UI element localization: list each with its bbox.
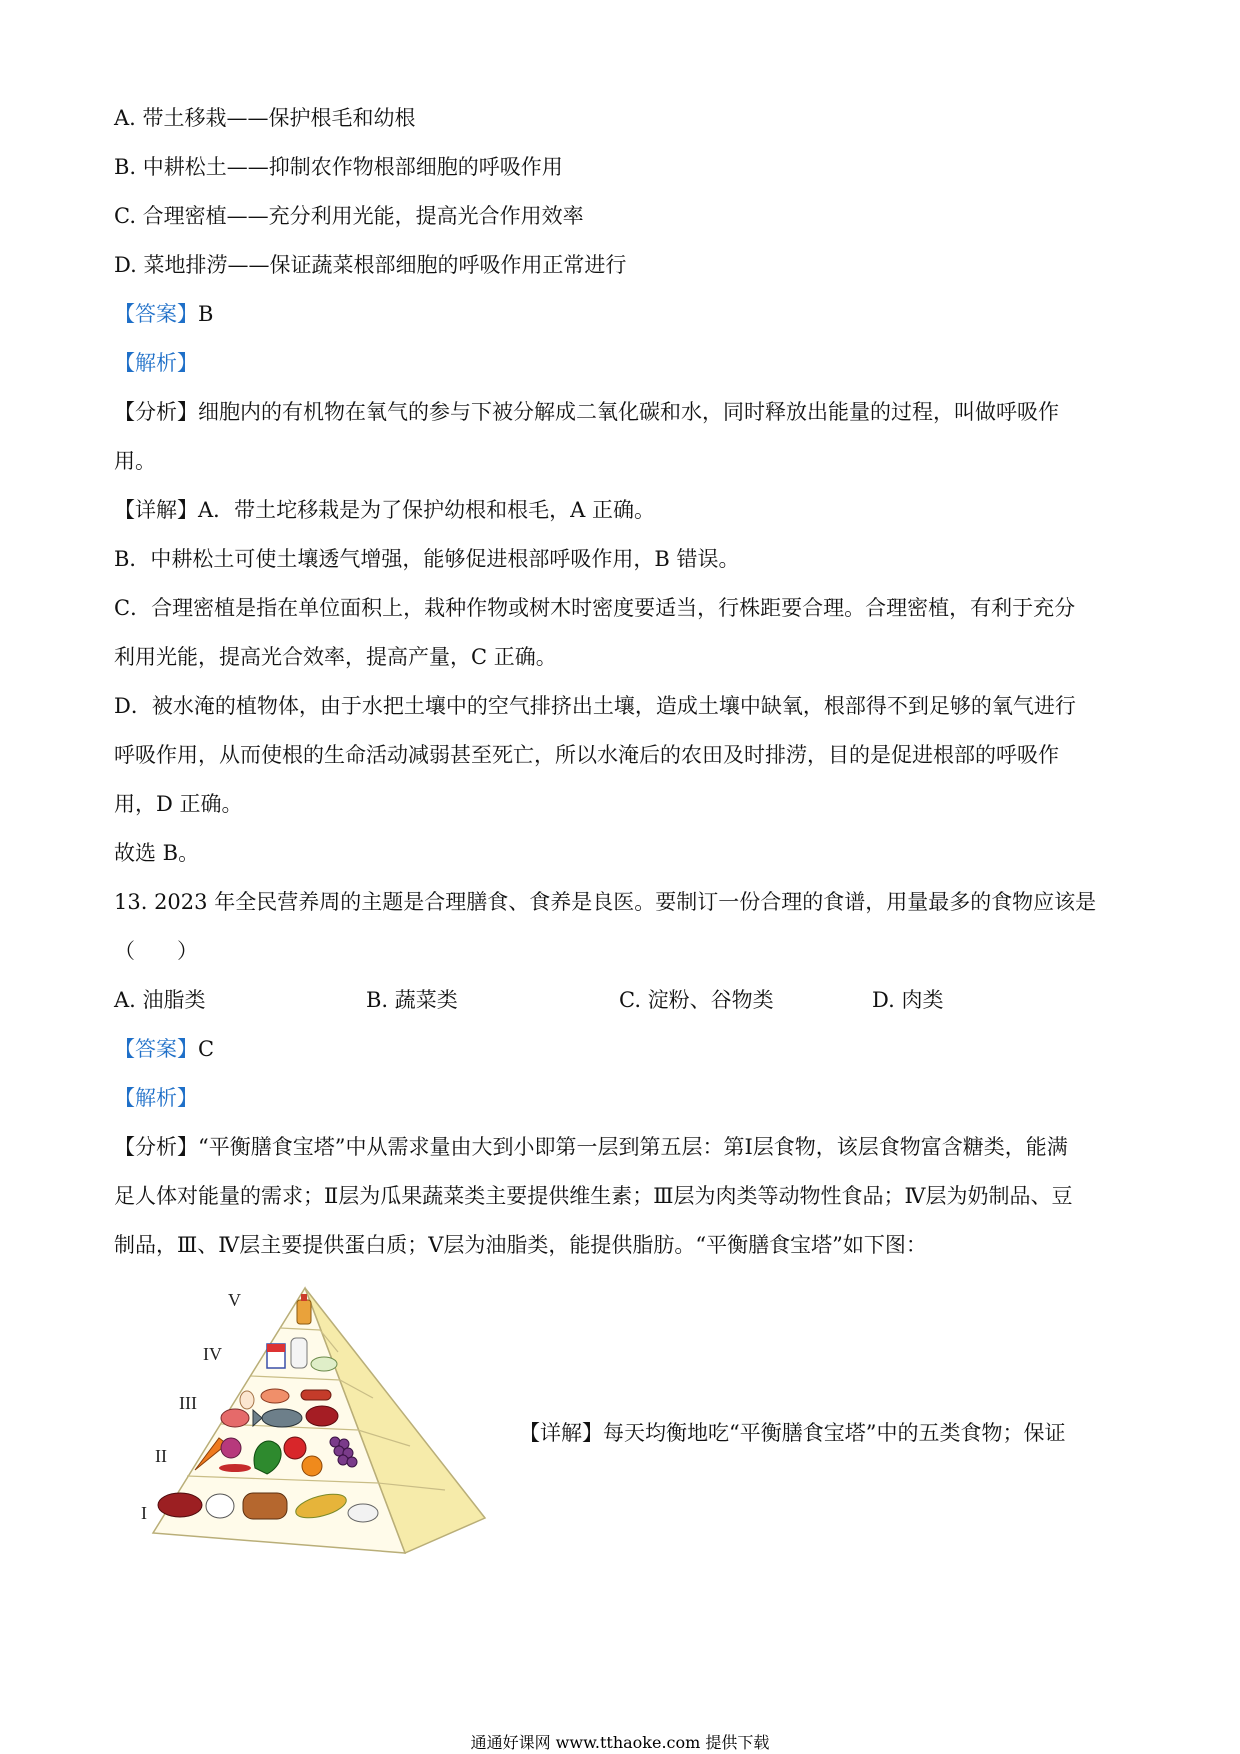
q12-xiangjie-c-1: C．合理密植是指在单位面积上，栽种作物或树木时密度要适当，行株距要合理。合理密植，有利于充分	[114, 596, 1076, 620]
q12-jiexi-label: 【解析】	[114, 351, 198, 375]
answer-label: 【答案】	[114, 302, 198, 326]
fenxi-text: “平衡膳食宝塔”中从需求量由大到小即第一层到第五层：第Ⅰ层食物，该层食物富含糖类，能满	[198, 1135, 1068, 1159]
sausage-icon	[301, 1390, 331, 1400]
shrimp-icon	[261, 1389, 289, 1403]
q12-xiangjie-d-3: 用，D 正确。	[114, 792, 243, 816]
q12-conclusion: 故选 B。	[114, 841, 200, 865]
fenxi-label: 【分析】	[114, 400, 198, 424]
q12-answer	[114, 299, 213, 329]
page-footer: 通通好课网 www.tthaoke.com 提供下载	[470, 1733, 770, 1752]
pyramid-label-iii: III	[179, 1393, 197, 1413]
pyramid-label-i: I	[141, 1503, 147, 1523]
q12-xiangjie-a	[114, 495, 655, 525]
meat-icon	[306, 1406, 338, 1426]
answer-value: C	[198, 1037, 215, 1061]
fish-icon	[262, 1409, 302, 1427]
answer-label: 【答案】	[114, 1037, 198, 1061]
xiangjie-label: 【详解】	[519, 1421, 603, 1445]
q12-option-d: D. 菜地排涝——保证蔬菜根部细胞的呼吸作用正常进行	[114, 253, 627, 277]
q12-xiangjie-b: B．中耕松土可使土壤透气增强，能够促进根部呼吸作用，B 错误。	[114, 547, 740, 571]
q13-fenxi-line-3: 制品，Ⅲ、Ⅳ层主要提供蛋白质；Ⅴ层为油脂类，能提供脂肪。“平衡膳食宝塔”如下图：	[114, 1233, 927, 1257]
q13-stem-line-1: 13. 2023 年全民营养周的主题是合理膳食、食养是良医。要制订一份合理的食谱，用量最多的食物应该是	[114, 890, 1097, 914]
xiangjie-text: A．带土坨移栽是为了保护幼根和根毛，A 正确。	[198, 498, 656, 522]
ham-icon	[221, 1409, 249, 1427]
pyramid-label-iv: IV	[203, 1344, 222, 1364]
q13-jiexi-label: 【解析】	[114, 1086, 198, 1110]
orange-icon	[302, 1456, 322, 1476]
egg-icon	[240, 1391, 254, 1409]
pepper-icon	[219, 1464, 251, 1472]
q13-fenxi-line-2: 足人体对能量的需求；Ⅱ层为瓜果蔬菜类主要提供维生素；Ⅲ层为肉类等动物性食品；Ⅳ层为奶制品、豆	[114, 1184, 1073, 1208]
fenxi-text: 细胞内的有机物在氧气的参与下被分解成二氧化碳和水，同时释放出能量的过程，叫做呼吸作	[198, 400, 1059, 424]
rice-bowl-icon	[348, 1504, 378, 1522]
q12-xiangjie-c-2: 利用光能，提高光合效率，提高产量，C 正确。	[114, 645, 557, 669]
tofu-bowl-icon	[311, 1357, 337, 1371]
q13-option-d: D. 肉类	[872, 988, 944, 1012]
q12-xiangjie-d-1: D．被水淹的植物体，由于水把土壤中的空气排挤出土壤，造成土壤中缺氧，根部得不到足够的氧气进行	[114, 694, 1076, 718]
oil-bottle-icon	[297, 1300, 311, 1324]
pyramid-label-v: V	[228, 1290, 241, 1310]
milk-bottle-icon	[291, 1338, 307, 1368]
q12-option-a: A. 带土移栽——保护根毛和幼根	[114, 106, 416, 130]
answer-value: B	[198, 302, 214, 326]
onion-icon	[221, 1438, 241, 1458]
xiangjie-text: 每天均衡地吃“平衡膳食宝塔”中的五类食物；保证	[603, 1421, 1066, 1445]
bread-icon	[243, 1493, 287, 1519]
fenxi-label: 【分析】	[114, 1135, 198, 1159]
xiangjie-label: 【详解】	[114, 498, 198, 522]
sweet-potato-icon	[158, 1493, 202, 1517]
pyramid-label-ii: II	[155, 1446, 167, 1466]
q12-fenxi-line-1	[114, 397, 1059, 427]
q12-option-b: B. 中耕松土——抑制农作物根部细胞的呼吸作用	[114, 155, 563, 179]
tomato-icon	[284, 1437, 306, 1459]
q13-xiangjie	[519, 1418, 1065, 1448]
steamed-bun-icon	[206, 1494, 234, 1518]
q12-option-c: C. 合理密植——充分利用光能，提高光合作用效率	[114, 204, 584, 228]
q12-fenxi-line-2: 用。	[114, 449, 156, 473]
q13-stem-line-2: （ ）	[114, 939, 198, 963]
food-pyramid-figure	[135, 1278, 495, 1563]
q13-option-a: A. 油脂类	[114, 988, 206, 1012]
q12-xiangjie-d-2: 呼吸作用，从而使根的生命活动减弱甚至死亡，所以水淹后的农田及时排涝，目的是促进根部的呼吸作	[114, 743, 1059, 767]
q13-option-c: C. 淀粉、谷物类	[619, 988, 774, 1012]
q13-option-b: B. 蔬菜类	[366, 988, 458, 1012]
q13-answer	[114, 1034, 214, 1064]
q13-fenxi-line-1	[114, 1132, 1068, 1162]
